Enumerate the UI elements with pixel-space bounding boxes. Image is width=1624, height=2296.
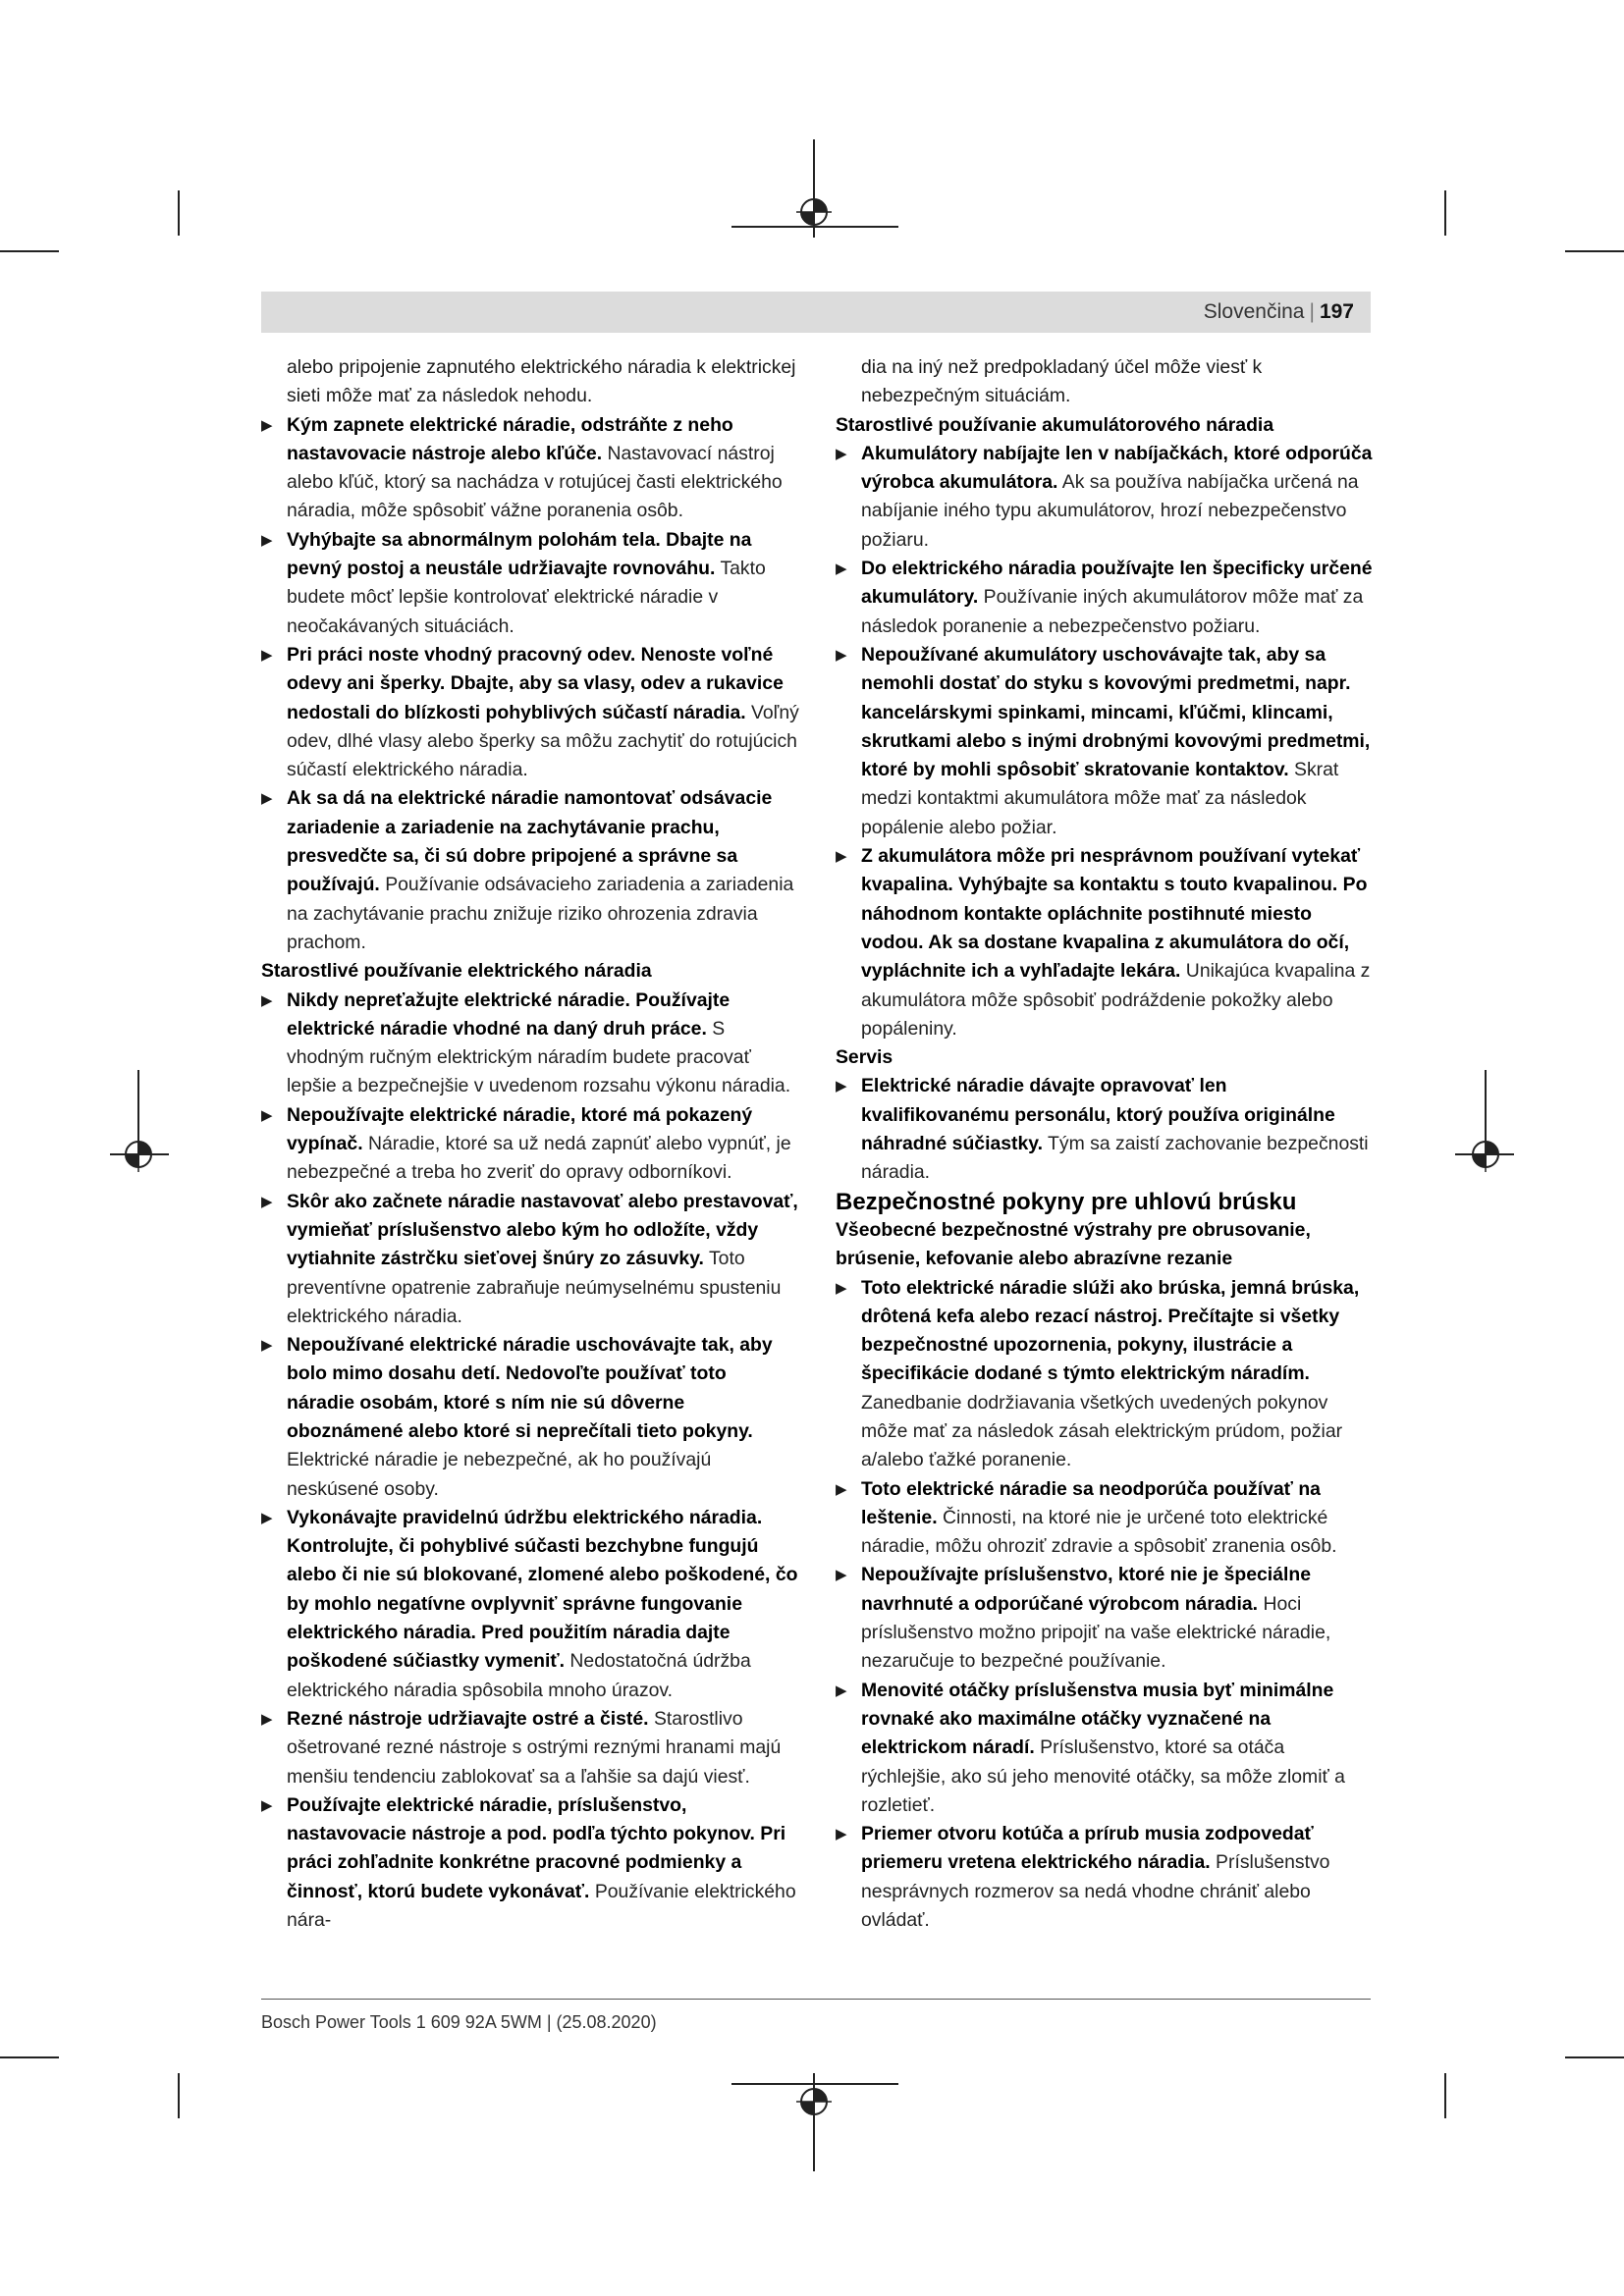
registration-mark-icon <box>121 1137 156 1172</box>
item-normal-text: Toto preventívne opatrenie zabraňuje neúmyselnému spusteniu elektrického náradia. <box>287 1248 782 1327</box>
header-separator: | <box>1309 300 1315 323</box>
item-bold-text: Ak sa dá na elektrické náradie namontovať odsávacie zariadenie a zariadenie na zachytávanie prachu, presvedčte sa, či sú dobre pripojené a správne sa používajú. <box>287 787 773 896</box>
list-item <box>261 1188 799 1331</box>
bullet-arrow-icon: ▶ <box>261 991 273 1009</box>
item-normal-text: Náradie, ktoré sa už nedá zapnúť alebo vypnúť, je nebezpečné a treba ho zveriť do opravy odborníkovi. <box>287 1133 791 1184</box>
item-normal-text: Starostlivo ošetrované rezné nástroje s ostrými reznými hranami majú menšiu tendenciu zablokovať sa a ľahšie sa dajú viesť. <box>287 1707 782 1788</box>
crop-mark <box>1444 190 1446 236</box>
crop-mark <box>0 2056 59 2058</box>
registration-mark-icon <box>796 2084 832 2119</box>
left-column <box>261 353 799 1935</box>
list-item <box>261 1791 799 1935</box>
item-bold-text: Nepoužívajte príslušenstvo, ktoré nie je špeciálne navrhnuté a odporúčané výrobcom náradia. <box>861 1564 1311 1615</box>
item-normal-text: Elektrické náradie je nebezpečné, ak ho používajú neskúsené osoby. <box>287 1449 712 1500</box>
list-general-safety <box>261 411 799 958</box>
registration-mark-icon <box>1468 1137 1503 1172</box>
item-bold-text: Toto elektrické náradie slúži ako brúska, jemná brúska, drôtená kefa alebo rezací nástroj. Prečítajte si všetky bezpečnostné upozornenia, pokyny, ilustrácie a špecifikácie dodané s týmto elektrickým náradím. <box>861 1276 1360 1385</box>
item-normal-text: Nastavovací nástroj alebo kľúč, ktorý sa nachádza v rotujúcej časti elektrického náradia, môže spôsobiť vážne poranenia osôb. <box>287 442 783 522</box>
item-normal-text: Zanedbanie dodržiavania všetkých uvedených pokynov môže mať za následok zásah elektrickým prúdom, požiar a/alebo ťažké poranenie. <box>861 1391 1343 1471</box>
list-item <box>261 1705 799 1791</box>
bullet-arrow-icon: ▶ <box>836 1279 847 1297</box>
item-bold-text: Nepoužívané akumulátory uschovávajte tak, aby sa nemohli dostať do styku s kovovými predmetmi, napr. kancelárskymi spinkami, mincami, kľúčmi, klincami, skrutkami alebo s inými drobnými kovovými predmetmi, ktoré by mohli spôsobiť skratovanie kontaktov. <box>861 643 1371 781</box>
item-bold-text: Priemer otvoru kotúča a prírub musia zodpovedať priemeru vretena elektrického náradia. <box>861 1823 1314 1874</box>
list-item <box>261 784 799 957</box>
item-bold-text: Kým zapnete elektrické náradie, odstráňte z neho nastavovacie nástroje alebo kľúče. <box>287 413 733 464</box>
page-header <box>261 292 1371 333</box>
footer-text: Bosch Power Tools 1 609 92A 5WM | (25.08.2020) <box>261 2012 657 2032</box>
header-label <box>1204 300 1354 324</box>
list-tool-use <box>261 987 799 1936</box>
bullet-arrow-icon: ▶ <box>261 1509 273 1526</box>
item-bold-text: Akumulátory nabíjajte len v nabíjačkách, ktoré odporúča výrobca akumulátora. <box>861 442 1373 494</box>
section-subheading: Servis <box>836 1046 893 1069</box>
item-normal-text: Voľný odev, dlhé vlasy alebo šperky sa môžu zachytiť do rotujúcich súčastí elektrického náradia. <box>287 701 799 781</box>
bullet-arrow-icon: ▶ <box>836 1682 847 1699</box>
item-bold-text: Nikdy nepreťažujte elektrické náradie. Používajte elektrické náradie vhodné na daný druh práce. <box>287 988 731 1040</box>
item-normal-text: Používanie odsávacieho zariadenia a zariadenia na zachytávanie prachu znižuje riziko ohrozenia zdravia prachom. <box>287 874 794 953</box>
item-bold-text: Používajte elektrické náradie, príslušenstvo, nastavovacie nástroje a pod. podľa týchto pokynov. Pri práci zohľadnite konkrétne pracovné podmienky a činnosť, ktorú budete vykonávať. <box>287 1793 786 1902</box>
bullet-arrow-icon: ▶ <box>261 531 273 549</box>
item-normal-text: S vhodným ručným elektrickým náradím budete pracovať lepšie a bezpečnejšie v uvedenom rozsahu výkonu náradia. <box>287 1017 791 1097</box>
list-item <box>836 641 1374 842</box>
list-item <box>836 1274 1374 1475</box>
bullet-arrow-icon: ▶ <box>261 1337 273 1355</box>
section-subheading: Všeobecné bezpečnostné výstrahy pre obrusovanie, brúsenie, kefovanie alebo abrazívne rezanie <box>836 1218 1311 1270</box>
item-bold-text: Vykonávajte pravidelnú údržbu elektrického náradia. Kontrolujte, či pohyblivé súčasti bezchybne fungujú alebo či nie sú blokované, zlomené alebo poškodené, čo by mohlo negatívne ovplyvniť správne fungovanie elektrického náradia. Pred použitím náradia dajte poškodené súčiastky vymeniť. <box>287 1506 798 1673</box>
item-normal-text: Používanie iných akumulátorov môže mať za následok poranenie a nebezpečenstvo požiaru. <box>861 586 1364 637</box>
list-service <box>836 1072 1374 1187</box>
section-subheading: Starostlivé používanie akumulátorového náradia <box>836 413 1274 436</box>
crop-mark <box>178 190 180 236</box>
bullet-arrow-icon: ▶ <box>261 1106 273 1124</box>
bullet-arrow-icon: ▶ <box>261 1796 273 1814</box>
list-item <box>261 1331 799 1504</box>
list-item <box>261 641 799 784</box>
crop-mark <box>1444 2073 1446 2118</box>
section-heading: Bezpečnostné pokyny pre uhlovú brúsku <box>836 1188 1297 1215</box>
item-bold-text: Toto elektrické náradie sa neodporúča používať na leštenie. <box>861 1477 1321 1528</box>
bullet-arrow-icon: ▶ <box>261 416 273 434</box>
crop-mark <box>1565 2056 1624 2058</box>
list-item <box>836 1475 1374 1562</box>
bullet-arrow-icon: ▶ <box>261 790 273 808</box>
item-bold-text: Menovité otáčky príslušenstva musia byť minimálne rovnaké ako maximálne otáčky vyznačené na elektrickom náradí. <box>861 1679 1334 1759</box>
item-bold-text: Nepoužívané elektrické náradie uschovávajte tak, aby bolo mimo dosahu detí. Nedovoľte používať toto náradie osobám, ktoré s ním nie sú dôverne oboznámené alebo ktoré si neprečítali tieto pokyny. <box>287 1334 773 1442</box>
continuation-text: alebo pripojenie zapnutého elektrického náradia k elektrickej sieti môže mať za následok nehodu. <box>287 356 796 407</box>
item-normal-text: Takto budete môcť lepšie kontrolovať elektrické náradie v neočakávaných situáciách. <box>287 558 766 637</box>
item-bold-text: Vyhýbajte sa abnormálnym polohám tela. Dbajte na pevný postoj a neustále udržiavajte rovnováhu. <box>287 528 752 580</box>
bullet-arrow-icon: ▶ <box>261 1193 273 1210</box>
list-item <box>836 1072 1374 1187</box>
item-normal-text: Používanie elektrického nára- <box>287 1880 796 1932</box>
list-item <box>261 411 799 526</box>
registration-mark-icon <box>796 194 832 230</box>
item-normal-text: Nedostatočná údržba elektrického náradia spôsobila mnoho úrazov. <box>287 1650 751 1701</box>
list-item <box>836 1820 1374 1935</box>
list-item <box>836 1561 1374 1676</box>
bullet-arrow-icon: ▶ <box>836 646 847 664</box>
bullet-arrow-icon: ▶ <box>836 1826 847 1843</box>
bullet-arrow-icon: ▶ <box>836 1480 847 1498</box>
item-normal-text: Hoci príslušenstvo možno pripojiť na vaše elektrické náradie, nezaručuje to bezpečné používanie. <box>861 1592 1331 1673</box>
bullet-arrow-icon: ▶ <box>836 1078 847 1095</box>
item-bold-text: Rezné nástroje udržiavajte ostré a čisté. <box>287 1707 649 1730</box>
bullet-arrow-icon: ▶ <box>836 561 847 578</box>
list-item <box>261 1504 799 1705</box>
list-item <box>836 1677 1374 1820</box>
list-item <box>836 842 1374 1043</box>
item-normal-text: Ak sa používa nabíjačka určená na nabíjanie iného typu akumulátorov, hrozí nebezpečenstvo požiaru. <box>861 471 1359 551</box>
list-item <box>261 987 799 1101</box>
page-number: 197 <box>1319 300 1354 323</box>
crop-mark <box>0 250 59 252</box>
item-bold-text: Z akumulátora môže pri nesprávnom používaní vytekať kvapalina. Vyhýbajte sa kontaktu s touto kvapalinou. Po náhodnom kontakte opláchnite postihnuté miesto vodou. Ak sa dostane kvapalina z akumulátora do očí, vypláchnite ich a vyhľadajte lekára. <box>861 845 1368 983</box>
item-normal-text: Príslušenstvo, ktoré sa otáča rýchlejšie, ako sú jeho menovité otáčky, sa môže zlomiť a rozletieť. <box>861 1736 1345 1816</box>
list-item <box>261 1101 799 1188</box>
item-bold-text: Do elektrického náradia používajte len špecificky určené akumulátory. <box>861 558 1373 609</box>
item-bold-text: Nepoužívajte elektrické náradie, ktoré má pokazený vypínač. <box>287 1103 753 1155</box>
item-bold-text: Pri práci noste vhodný pracovný odev. Nenoste voľné odevy ani šperky. Dbajte, aby sa vlasy, odev a rukavice nedostali do blízkosti pohyblivých súčastí náradia. <box>287 643 784 723</box>
list-item <box>836 440 1374 555</box>
continuation-text: dia na iný než predpokladaný účel môže viesť k nebezpečným situáciám. <box>861 356 1263 407</box>
crop-mark <box>178 2073 180 2118</box>
crop-mark <box>1565 250 1624 252</box>
item-normal-text: Príslušenstvo nesprávnych rozmerov sa nedá vhodne chrániť alebo ovládať. <box>861 1851 1330 1932</box>
list-item <box>836 555 1374 641</box>
bullet-arrow-icon: ▶ <box>261 646 273 664</box>
list-grinder <box>836 1274 1374 1936</box>
item-normal-text: Tým sa zaistí zachovanie bezpečnosti náradia. <box>861 1133 1369 1184</box>
section-subheading: Starostlivé používanie elektrického náradia <box>261 960 652 983</box>
right-column <box>836 353 1374 1935</box>
bullet-arrow-icon: ▶ <box>261 1710 273 1728</box>
item-bold-text: Skôr ako začnete náradie nastavovať alebo prestavovať, vymieňať príslušenstvo alebo kým ho odložíte, vždy vytiahnite zástrčku sieťovej šnúry zo zásuvky. <box>287 1190 798 1270</box>
item-normal-text: Činnosti, na ktoré nie je určené toto elektrické náradie, môžu ohroziť zdravie a spôsobiť zranenia osôb. <box>861 1506 1337 1558</box>
bullet-arrow-icon: ▶ <box>836 445 847 462</box>
bullet-arrow-icon: ▶ <box>836 848 847 866</box>
item-normal-text: Skrat medzi kontaktmi akumulátora môže mať za následok popálenie alebo požiar. <box>861 759 1339 838</box>
header-language: Slovenčina <box>1203 300 1305 323</box>
footer-divider <box>261 1999 1371 2000</box>
list-item <box>261 526 799 641</box>
item-bold-text: Elektrické náradie dávajte opravovať len kvalifikovanému personálu, ktorý používa originálne náhradné súčiastky. <box>861 1075 1335 1155</box>
item-normal-text: Unikajúca kvapalina z akumulátora môže spôsobiť podráždenie pokožky alebo popáleniny. <box>861 960 1371 1040</box>
list-battery <box>836 440 1374 1043</box>
bullet-arrow-icon: ▶ <box>836 1567 847 1584</box>
